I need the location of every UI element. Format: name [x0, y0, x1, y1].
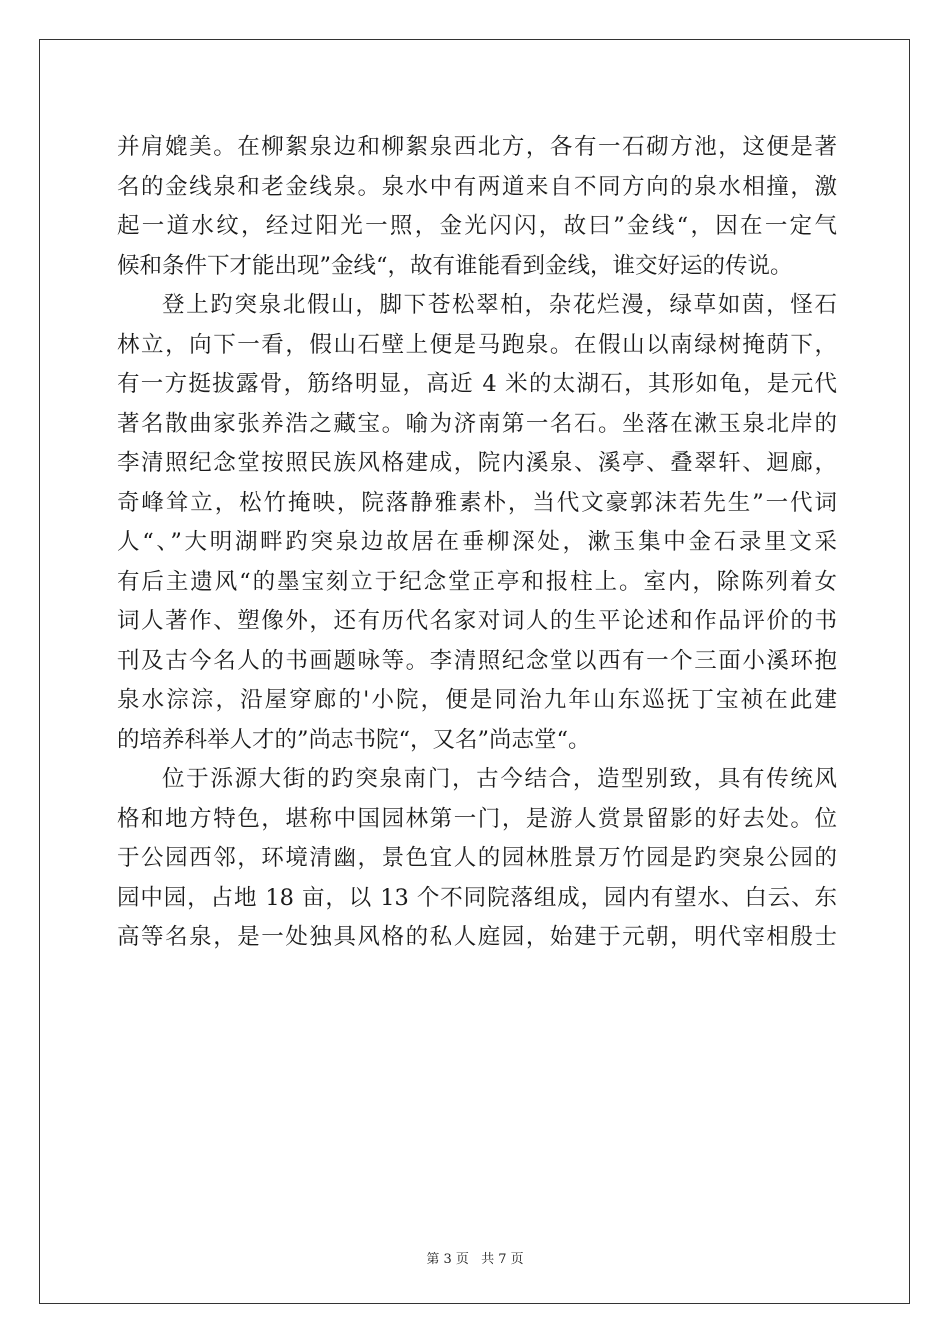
text-line: 园中园，占地 18 亩，以 13 个不同院落组成，园内有望水、白云、东: [117, 884, 837, 911]
text-line: 的培养科举人才的”尚志书院“，又名”尚志堂“。: [117, 726, 591, 753]
text-line: 起一道水纹，经过阳光一照，金光闪闪，故曰”金线“，因在一定气: [117, 213, 837, 239]
text-line: 有后主遗风“的墨宝刻立于纪念堂正亭和报柱上。室内，除陈列着女: [117, 568, 837, 595]
text-line: 词人著作、塑像外，还有历代名家对词人的生平论述和作品评价的书: [117, 608, 837, 634]
text-line: 格和地方特色，堪称中国园林第一门，是游人赏景留影的好去处。位: [117, 805, 837, 832]
page-total: 共 7 页: [481, 1252, 524, 1267]
text-line: 著名散曲家张养浩之藏宝。喻为济南第一名石。坐落在漱玉泉北岸的: [117, 410, 837, 437]
text-line: 李清照纪念堂按照民族风格建成，院内溪泉、溪亭、叠翠轩、迴廊，: [117, 450, 837, 476]
text-line: 奇峰耸立，松竹掩映，院落静雅素朴，当代文豪郭沫若先生”一代词: [117, 489, 837, 516]
text-line: 人“、”大明湖畔趵突泉边故居在垂柳深处，漱玉集中金石录里文采: [117, 529, 837, 555]
page-number: 第 3 页: [426, 1252, 469, 1267]
text-line: 候和条件下才能出现”金线“，故有谁能看到金线，谁交好运的传说。: [117, 252, 793, 279]
page-footer: [0, 1248, 950, 1267]
text-line: 于公园西邻，环境清幽，景色宜人的园林胜景万竹园是趵突泉公园的: [117, 845, 837, 871]
text-line: 位于泺源大街的趵突泉南门，古今结合，造型别致，具有传统风: [162, 766, 837, 792]
document-body: [117, 128, 837, 958]
text-line: 林立，向下一看，假山石壁上便是马跑泉。在假山以南绿树掩荫下，: [117, 331, 837, 358]
text-line: 登上趵突泉北假山，脚下苍松翠柏，杂花烂漫，绿草如茵，怪石: [162, 292, 837, 318]
text-line: 有一方挺拔露骨，筋络明显，高近 4 米的太湖石，其形如龟，是元代: [117, 371, 837, 397]
text-line: 并肩媲美。在柳絮泉边和柳絮泉西北方，各有一石砌方池，这便是著: [117, 134, 837, 160]
text-line: 泉水淙淙，沿屋穿廊的'小院，便是同治九年山东巡抚丁宝祯在此建: [117, 687, 837, 713]
text-line: 刊及古今名人的书画题咏等。李清照纪念堂以西有一个三面小溪环抱: [117, 647, 837, 674]
text-line: 名的金线泉和老金线泉。泉水中有两道来自不同方向的泉水相撞，激: [117, 173, 837, 200]
text-line: 高等名泉，是一处独具风格的私人庭园，始建于元朝，明代宰相殷士: [117, 924, 837, 950]
